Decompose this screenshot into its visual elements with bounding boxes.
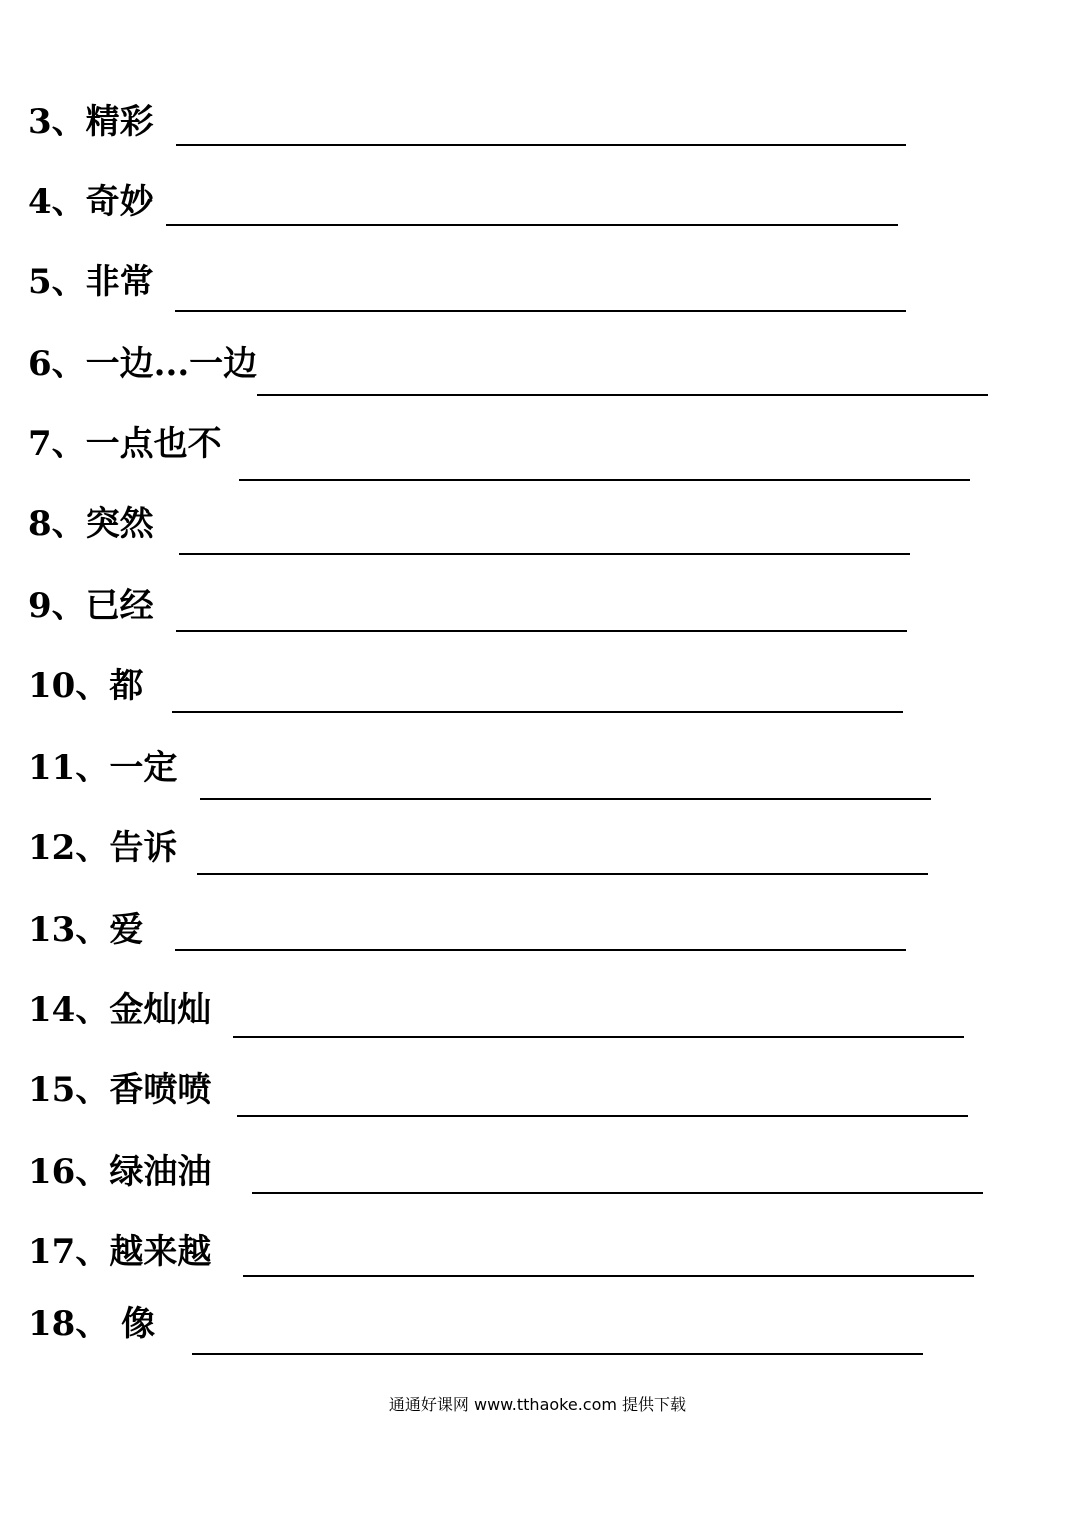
item-label: 6、一边...一边 — [28, 344, 258, 384]
answer-blank[interactable] — [166, 224, 898, 226]
answer-blank[interactable] — [192, 1353, 923, 1355]
item-label: 13、爱 — [28, 910, 144, 950]
exercise-item-6 — [0, 342, 1075, 402]
exercise-item-8 — [0, 502, 1075, 562]
item-label: 17、越来越 — [28, 1232, 212, 1272]
item-label: 12、告诉 — [28, 828, 178, 868]
item-label: 8、突然 — [28, 504, 154, 544]
exercise-item-18 — [0, 1302, 1075, 1362]
answer-blank[interactable] — [257, 394, 988, 396]
item-label: 9、已经 — [28, 586, 154, 626]
answer-blank[interactable] — [175, 949, 906, 951]
item-label: 18、 像 — [28, 1304, 156, 1344]
answer-blank[interactable] — [197, 873, 928, 875]
exercise-item-13 — [0, 908, 1075, 968]
answer-blank[interactable] — [237, 1115, 968, 1117]
item-label: 16、绿油油 — [28, 1152, 212, 1192]
answer-blank[interactable] — [233, 1036, 964, 1038]
answer-blank[interactable] — [172, 711, 903, 713]
exercise-item-3 — [0, 100, 1075, 160]
exercise-item-10 — [0, 664, 1075, 724]
exercise-item-12 — [0, 826, 1075, 886]
exercise-item-11 — [0, 746, 1075, 806]
item-label: 15、香喷喷 — [28, 1070, 212, 1110]
item-label: 11、一定 — [28, 748, 178, 788]
exercise-item-14 — [0, 988, 1075, 1048]
answer-blank[interactable] — [176, 144, 906, 146]
exercise-item-9 — [0, 584, 1075, 644]
item-label: 10、都 — [28, 666, 144, 706]
item-label: 5、非常 — [28, 262, 154, 302]
exercise-item-5 — [0, 260, 1075, 320]
item-label: 3、精彩 — [28, 102, 154, 142]
answer-blank[interactable] — [243, 1275, 974, 1277]
answer-blank[interactable] — [179, 553, 910, 555]
exercise-item-16 — [0, 1150, 1075, 1210]
exercise-item-7 — [0, 422, 1075, 482]
answer-blank[interactable] — [239, 479, 970, 481]
item-label: 4、奇妙 — [28, 182, 154, 222]
exercise-item-17 — [0, 1230, 1075, 1290]
item-label: 14、金灿灿 — [28, 990, 212, 1030]
item-label: 7、一点也不 — [28, 424, 222, 464]
answer-blank[interactable] — [176, 630, 907, 632]
exercise-item-15 — [0, 1068, 1075, 1128]
answer-blank[interactable] — [175, 310, 906, 312]
answer-blank[interactable] — [200, 798, 931, 800]
answer-blank[interactable] — [252, 1192, 983, 1194]
download-credit-footer: 通通好课网 www.tthaoke.com 提供下载 — [388, 1395, 687, 1414]
exercise-item-4 — [0, 180, 1075, 240]
